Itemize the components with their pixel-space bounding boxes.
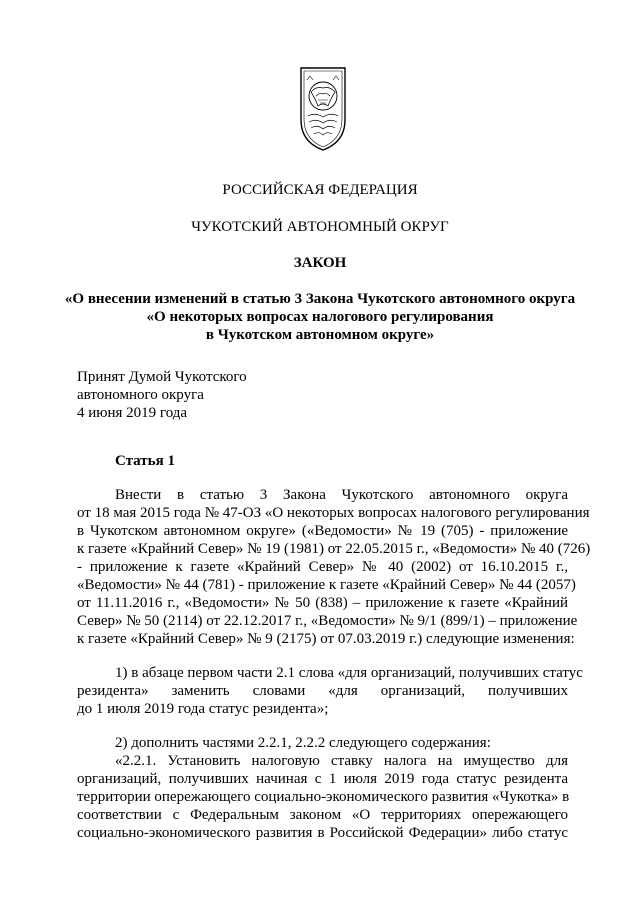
federation-heading: РОССИЙСКАЯ ФЕДЕРАЦИЯ xyxy=(222,182,418,198)
law-title-line-3: в Чукотском автономном округе» xyxy=(205,327,435,343)
article-1-para-line: Север» № 50 (2114) от 22.12.2017 г., «Ведомости» № 9/1 (899/1) – приложение xyxy=(77,613,578,629)
article-1-para-line: к газете «Крайний Север» № 9 (2175) от 07.03.2019 г.) следующие изменения: xyxy=(77,631,575,647)
law-title-line-2: «О некоторых вопросах налогового регулирования xyxy=(146,309,494,325)
article-1-para-line: к газете «Крайний Север» № 19 (1981) от 22.05.2015 г., «Ведомости» № 40 (726) xyxy=(77,541,591,557)
article-1-para-line: «Ведомости» № 44 (781) - приложение к газете «Крайний Север» № 44 (2057) xyxy=(77,577,576,593)
item-2-line: «2.2.1. Установить налоговую ставку налога на имущество для xyxy=(115,753,568,769)
article-1-heading: Статья 1 xyxy=(115,453,175,469)
article-1-para-line: от 18 мая 2015 года № 47-ОЗ «О некоторых вопросах налогового регулирования xyxy=(77,505,590,521)
item-2-line: 2) дополнить частями 2.2.1, 2.2.2 следующего содержания: xyxy=(115,735,491,751)
adoption-line-2: автономного округа xyxy=(77,387,204,403)
coat-of-arms-emblem xyxy=(298,62,348,152)
item-1-line: резидента» заменить словами «для организаций, получивших xyxy=(77,683,568,699)
article-1-para-line: Внести в статью 3 Закона Чукотского автономного округа xyxy=(115,487,568,503)
article-1-para-line: в Чукотском автономном округе» («Ведомости» № 19 (705) - приложение xyxy=(77,523,568,539)
adoption-line-1: Принят Думой Чукотского xyxy=(77,369,247,385)
adoption-line-3: 4 июня 2019 года xyxy=(77,405,188,421)
item-1-line: 1) в абзаце первом части 2.1 слова «для организаций, получивших статус xyxy=(115,665,583,681)
item-2-line: социально-экономического развития в Российской Федерации» либо статус xyxy=(77,825,568,841)
item-2-line: территории опережающего социально-экономического развития «Чукотка» в xyxy=(77,789,570,805)
article-1-para-line: - приложение к газете «Крайний Север» № 40 (2002) от 16.10.2015 г., xyxy=(77,559,568,575)
doc-type-heading: ЗАКОН xyxy=(293,255,347,271)
item-2-line: организаций, получивших начиная с 1 июля 2019 года статус резидента xyxy=(77,771,568,787)
law-title-line-1: «О внесении изменений в статью 3 Закона Чукотского автономного округа xyxy=(64,291,576,307)
article-1-para-line: от 11.11.2016 г., «Ведомости» № 50 (838) – приложение к газете «Крайний xyxy=(77,595,568,611)
item-1-line: до 1 июля 2019 года статус резидента»; xyxy=(77,701,329,717)
item-2-line: соответствии с Федеральным законом «О территориях опережающего xyxy=(77,807,568,823)
region-heading: ЧУКОТСКИЙ АВТОНОМНЫЙ ОКРУГ xyxy=(191,219,449,235)
